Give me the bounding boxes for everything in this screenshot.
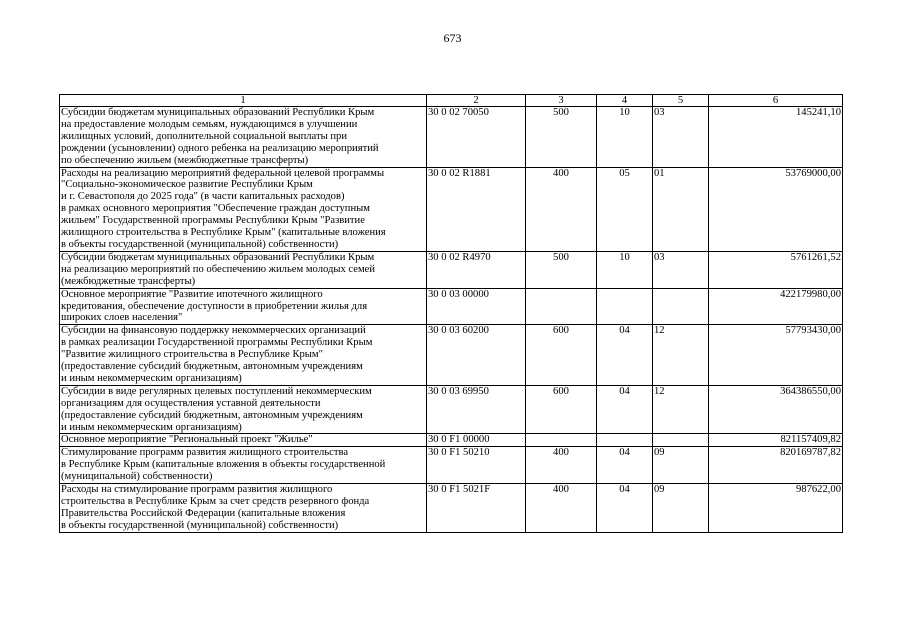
row-expense-type — [526, 288, 597, 325]
row-expense-type: 400 — [526, 484, 597, 533]
row-description — [60, 325, 427, 386]
description-line: на реализацию мероприятий по обеспечению жильем молодых семей — [61, 263, 376, 275]
row-description — [60, 385, 427, 434]
row-amount: 5761261,52 — [709, 251, 843, 288]
row-code: 30 0 03 00000 — [427, 288, 526, 325]
description-line: жилищного строительства в Республике Крым" (капитальные вложения — [61, 227, 386, 239]
row-amount: 53769000,00 — [709, 167, 843, 251]
row-section — [597, 288, 653, 325]
description-line: Расходы на стимулирование программ развития жилищного — [61, 484, 333, 496]
description-line: Расходы на реализацию мероприятий федеральной целевой программы — [61, 167, 385, 179]
row-section: 04 — [597, 447, 653, 484]
row-expense-type: 500 — [526, 107, 597, 168]
description-line: Субсидии бюджетам муниципальных образований Республики Крым — [61, 107, 375, 118]
row-code: 30 0 03 60200 — [427, 325, 526, 386]
description-line: Субсидии в виде регулярных целевых поступлений некоммерческим — [61, 385, 372, 397]
description-line: Субсидии на финансовую поддержку некоммерческих организаций — [61, 325, 366, 337]
row-code: 30 0 02 R1881 — [427, 167, 526, 251]
row-description — [60, 447, 427, 484]
description-line: в объекты государственной (муниципальной) собственности) — [61, 238, 339, 250]
row-section — [597, 434, 653, 447]
row-amount: 364386550,00 — [709, 385, 843, 434]
header-col-6: 6 — [709, 95, 843, 107]
description-line: и иным некоммерческим организациям) — [61, 372, 242, 384]
table-row — [60, 251, 843, 288]
row-description — [60, 107, 427, 168]
description-line: строительства в Республике Крым за счет средств резервного фонда — [61, 496, 370, 507]
table-row — [60, 447, 843, 484]
description-line: жильем" Государственной программы Республики Крым "Развитие — [61, 215, 365, 227]
table-row — [60, 484, 843, 533]
description-line: (муниципальной) собственности) — [61, 471, 213, 483]
row-description — [60, 434, 427, 447]
row-amount: 145241,10 — [709, 107, 843, 168]
header-col-2: 2 — [427, 95, 526, 107]
row-description — [60, 167, 427, 251]
row-amount: 987622,00 — [709, 484, 843, 533]
row-subsection: 09 — [653, 447, 709, 484]
description-line: "Развитие жилищного строительства в Республике Крым" — [61, 349, 323, 361]
row-description — [60, 288, 427, 325]
description-line: Основное мероприятие "Развитие ипотечного жилищного — [61, 288, 323, 300]
description-line: рождении (усыновлении) одного ребенка на реализацию мероприятий — [61, 142, 379, 154]
row-expense-type: 600 — [526, 325, 597, 386]
row-code: 30 0 02 70050 — [427, 107, 526, 168]
description-line: Правительства Российской Федерации (капитальные вложения — [61, 507, 346, 519]
row-subsection — [653, 288, 709, 325]
row-section: 04 — [597, 385, 653, 434]
description-line: в рамках реализации Государственной программы Республики Крым — [61, 337, 373, 349]
row-expense-type: 600 — [526, 385, 597, 434]
row-section: 10 — [597, 251, 653, 288]
table-body — [60, 107, 843, 533]
description-line: кредитования, обеспечение доступности в приобретении жилья для — [61, 300, 368, 312]
row-subsection: 12 — [653, 325, 709, 386]
row-code: 30 0 F1 5021F — [427, 484, 526, 533]
header-col-5: 5 — [653, 95, 709, 107]
row-subsection: 03 — [653, 251, 709, 288]
table-header — [60, 95, 843, 107]
header-row — [60, 95, 843, 107]
row-section: 10 — [597, 107, 653, 168]
row-subsection: 12 — [653, 385, 709, 434]
description-line: Субсидии бюджетам муниципальных образований Республики Крым — [61, 251, 375, 263]
table-row — [60, 288, 843, 325]
description-line: в объекты государственной (муниципальной) собственности) — [61, 519, 339, 531]
row-expense-type — [526, 434, 597, 447]
row-section: 04 — [597, 484, 653, 533]
description-line: на предоставление молодым семьям, нуждающимся в улучшении — [61, 118, 358, 130]
row-section: 05 — [597, 167, 653, 251]
row-code: 30 0 F1 00000 — [427, 434, 526, 447]
table-row — [60, 434, 843, 447]
row-expense-type: 400 — [526, 167, 597, 251]
description-line: в рамках основного мероприятия "Обеспечение граждан доступным — [61, 203, 370, 215]
row-amount: 57793430,00 — [709, 325, 843, 386]
header-col-4: 4 — [597, 95, 653, 107]
description-line: организациям для осуществления уставной деятельности — [61, 397, 321, 409]
budget-table — [59, 94, 843, 533]
table-row — [60, 325, 843, 386]
header-col-1: 1 — [60, 95, 427, 107]
description-line: Стимулирование программ развития жилищного строительства — [61, 447, 349, 459]
row-code: 30 0 F1 50210 — [427, 447, 526, 484]
row-amount: 820169787,82 — [709, 447, 843, 484]
row-expense-type: 500 — [526, 251, 597, 288]
row-code: 30 0 03 69950 — [427, 385, 526, 434]
table-row — [60, 167, 843, 251]
row-amount: 422179980,00 — [709, 288, 843, 325]
description-line: жилищных условий, дополнительной социальной выплаты при — [61, 130, 347, 142]
table-row — [60, 107, 843, 168]
description-line: (межбюджетные трансферты) — [61, 275, 196, 287]
row-subsection — [653, 434, 709, 447]
description-line: (предоставление субсидий бюджетным, автономным учреждениям — [61, 361, 363, 373]
row-subsection: 09 — [653, 484, 709, 533]
description-line: по обеспечению жильем (межбюджетные трансферты) — [61, 154, 309, 166]
row-code: 30 0 02 R4970 — [427, 251, 526, 288]
row-description — [60, 251, 427, 288]
header-col-3: 3 — [526, 95, 597, 107]
row-section: 04 — [597, 325, 653, 386]
page-number: 673 — [443, 31, 462, 45]
description-line: в Республике Крым (капитальные вложения в объекты государственной — [61, 459, 386, 471]
description-line: Основное мероприятие "Региональный проект "Жилье" — [61, 434, 313, 446]
row-amount: 821157409,82 — [709, 434, 843, 447]
description-line: (предоставление субсидий бюджетным, автономным учреждениям — [61, 409, 363, 421]
row-expense-type: 400 — [526, 447, 597, 484]
table-row — [60, 385, 843, 434]
description-line: и иным некоммерческим организациям) — [61, 421, 242, 433]
description-line: "Социально-экономическое развитие Республики Крым — [61, 179, 313, 191]
row-description — [60, 484, 427, 533]
row-subsection: 01 — [653, 167, 709, 251]
row-subsection: 03 — [653, 107, 709, 168]
description-line: широких слоев населения" — [61, 312, 183, 324]
description-line: и г. Севастополя до 2025 года" (в части капитальных расходов) — [61, 191, 345, 203]
